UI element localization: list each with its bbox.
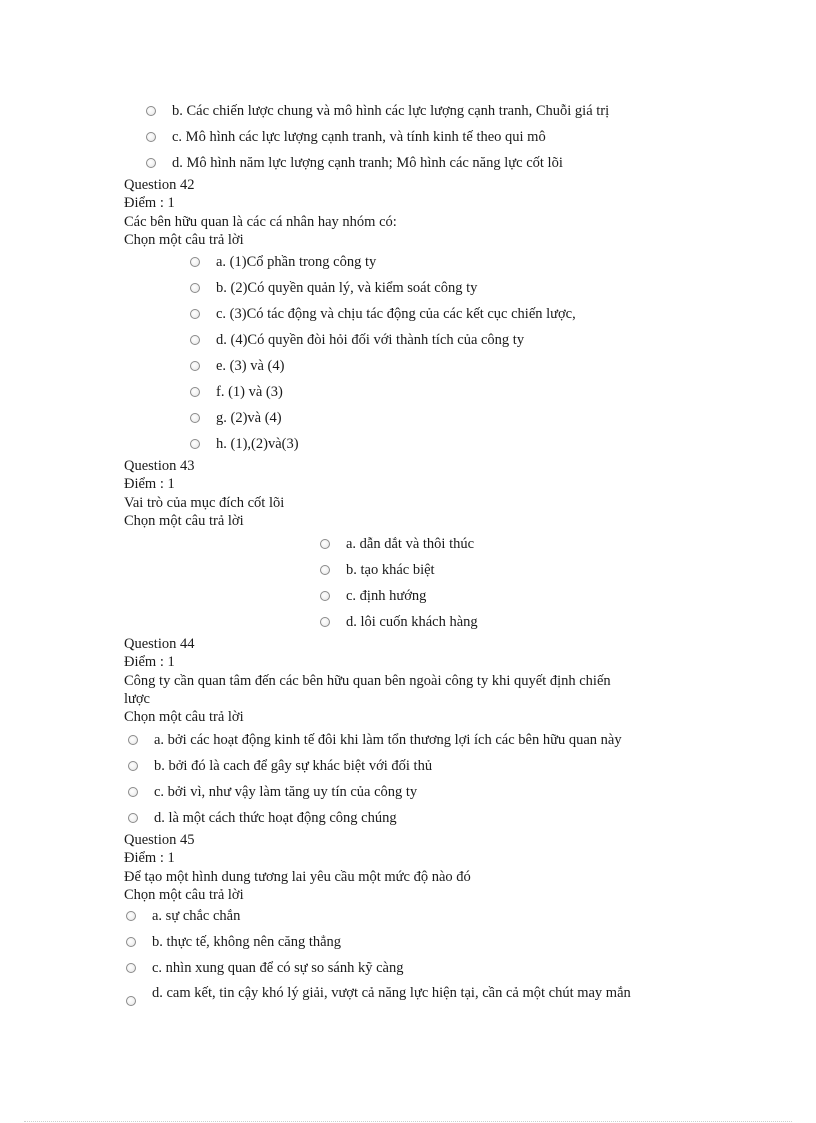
radio-button[interactable] <box>320 617 330 627</box>
option-label: a. sự chắc chắn <box>152 907 241 924</box>
option-label: e. (3) và (4) <box>216 357 285 374</box>
option-label: c. bởi vì, như vậy làm tăng uy tín của công ty <box>154 783 418 800</box>
q42-option-b[interactable] <box>190 278 477 298</box>
q41-option-c[interactable] <box>146 127 546 147</box>
radio-button[interactable] <box>126 963 136 973</box>
page-bottom-divider <box>24 1121 792 1122</box>
q45-option-a[interactable] <box>126 906 240 926</box>
question-points: Điểm : 1 <box>124 850 175 866</box>
option-label: b. tạo khác biệt <box>346 561 435 578</box>
option-label: f. (1) và (3) <box>216 383 283 400</box>
question-text: Các bên hữu quan là các cá nhân hay nhóm có: <box>124 214 397 230</box>
q41-option-b[interactable] <box>146 101 609 121</box>
option-label: b. Các chiến lược chung và mô hình các lực lượng cạnh tranh, Chuỗi giá trị <box>172 102 610 119</box>
q43-option-b[interactable] <box>320 560 435 580</box>
q42-option-h[interactable] <box>190 434 299 454</box>
q44-option-c[interactable] <box>128 782 417 802</box>
option-label: h. (1),(2)và(3) <box>216 435 299 452</box>
q44-option-d[interactable] <box>128 808 397 828</box>
q43-option-a[interactable] <box>320 534 474 554</box>
q44-option-a[interactable] <box>128 730 622 750</box>
radio-button[interactable] <box>128 787 138 797</box>
question-text: Vai trò của mục đích cốt lõi <box>124 495 285 511</box>
radio-button[interactable] <box>190 413 200 423</box>
radio-button[interactable] <box>320 591 330 601</box>
radio-button[interactable] <box>320 539 330 549</box>
question-title: Question 44 <box>124 636 195 652</box>
option-label: a. bởi các hoạt động kinh tế đôi khi làm tổn thương lợi ích các bên hữu quan này <box>154 731 622 748</box>
radio-button[interactable] <box>146 158 156 168</box>
radio-button[interactable] <box>190 387 200 397</box>
option-label: a. (1)Cổ phần trong công ty <box>216 253 377 270</box>
radio-button[interactable] <box>126 911 136 921</box>
q43-option-c[interactable] <box>320 586 426 606</box>
q42-option-c[interactable] <box>190 304 576 324</box>
answer-prompt: Chọn một câu trả lời <box>124 887 244 903</box>
radio-button[interactable] <box>190 257 200 267</box>
option-label: d. Mô hình năm lực lượng cạnh tranh; Mô hình các năng lực cốt lõi <box>172 154 563 171</box>
option-label: c. Mô hình các lực lượng cạnh tranh, và tính kinh tế theo qui mô <box>172 128 546 145</box>
question-points: Điểm : 1 <box>124 654 175 670</box>
answer-prompt: Chọn một câu trả lời <box>124 232 244 248</box>
radio-button[interactable] <box>190 361 200 371</box>
answer-prompt: Chọn một câu trả lời <box>124 709 244 725</box>
question-text-line-2: lược <box>124 691 150 707</box>
q44-option-b[interactable] <box>128 756 432 776</box>
option-label: c. (3)Có tác động và chịu tác động của các kết cục chiến lược, <box>216 305 576 322</box>
question-points: Điểm : 1 <box>124 476 175 492</box>
radio-button[interactable] <box>128 813 138 823</box>
q43-option-d[interactable] <box>320 612 478 632</box>
question-points: Điểm : 1 <box>124 195 175 211</box>
radio-button[interactable] <box>320 565 330 575</box>
q42-option-g[interactable] <box>190 408 282 428</box>
q45-option-c[interactable] <box>126 958 404 978</box>
radio-button[interactable] <box>126 996 136 1006</box>
q42-option-d[interactable] <box>190 330 524 350</box>
option-label: g. (2)và (4) <box>216 409 282 426</box>
option-label: c. nhìn xung quan để có sự so sánh kỹ càng <box>152 959 404 976</box>
question-title: Question 42 <box>124 177 195 193</box>
radio-button[interactable] <box>190 283 200 293</box>
option-label: b. (2)Có quyền quản lý, và kiểm soát công ty <box>216 279 478 296</box>
option-label: b. bởi đó là cach để gây sự khác biệt với đối thủ <box>154 757 433 774</box>
option-label: b. thực tế, không nên căng thẳng <box>152 933 342 950</box>
q45-option-d[interactable] <box>126 984 692 1006</box>
option-label: d. cam kết, tin cậy khó lý giải, vượt cả năng lực hiện tại, cần cả một chút may mắn <box>152 985 631 1001</box>
radio-button[interactable] <box>128 735 138 745</box>
option-label: d. lôi cuốn khách hàng <box>346 613 478 630</box>
q42-option-f[interactable] <box>190 382 283 402</box>
question-text-line-1: Công ty cần quan tâm đến các bên hữu quan bên ngoài công ty khi quyết định chiến <box>124 673 611 689</box>
radio-button[interactable] <box>190 335 200 345</box>
answer-prompt: Chọn một câu trả lời <box>124 513 244 529</box>
radio-button[interactable] <box>190 439 200 449</box>
q42-option-e[interactable] <box>190 356 284 376</box>
option-label: c. định hướng <box>346 587 427 604</box>
q45-option-b[interactable] <box>126 932 341 952</box>
question-text: Để tạo một hình dung tương lai yêu cầu một mức độ nào đó <box>124 869 471 885</box>
option-label: d. là một cách thức hoạt động công chúng <box>154 809 397 826</box>
radio-button[interactable] <box>146 106 156 116</box>
question-title: Question 43 <box>124 458 195 474</box>
option-label: d. (4)Có quyền đòi hỏi đối với thành tích của công ty <box>216 331 525 348</box>
q41-option-d[interactable] <box>146 153 563 173</box>
q42-option-a[interactable] <box>190 252 376 272</box>
radio-button[interactable] <box>146 132 156 142</box>
radio-button[interactable] <box>190 309 200 319</box>
radio-button[interactable] <box>126 937 136 947</box>
option-label: a. dẫn dắt và thôi thúc <box>346 535 475 552</box>
radio-button[interactable] <box>128 761 138 771</box>
question-title: Question 45 <box>124 832 195 848</box>
